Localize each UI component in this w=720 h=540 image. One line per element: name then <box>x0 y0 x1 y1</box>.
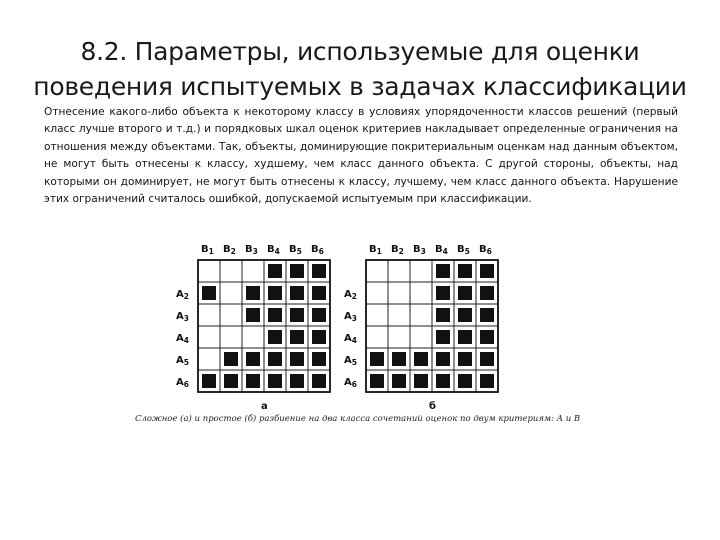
filled-cell-mark <box>458 286 472 300</box>
panel-label-a: а <box>261 401 268 412</box>
filled-cell-mark <box>480 308 494 322</box>
row-label-a5: $A_5$ <box>176 355 189 367</box>
filled-cell-mark <box>312 374 326 388</box>
slide-title-line-1: 8.2. Параметры, используемые для оценки <box>80 37 640 66</box>
grid-cell <box>198 260 220 282</box>
filled-cell-mark <box>312 330 326 344</box>
filled-cell-mark <box>290 352 304 366</box>
classification-grids-figure <box>176 234 536 434</box>
grid-cell <box>366 304 388 326</box>
column-label-b4: $B_4$ <box>267 244 280 256</box>
column-label-b4: $B_4$ <box>435 244 448 256</box>
filled-cell-mark <box>458 264 472 278</box>
filled-cell-mark <box>370 374 384 388</box>
row-label-a2: $A_2$ <box>344 289 357 301</box>
grid-cell <box>220 326 242 348</box>
filled-cell-mark <box>290 264 304 278</box>
filled-cell-mark <box>268 308 282 322</box>
filled-cell-mark <box>246 286 260 300</box>
filled-cell-mark <box>224 352 238 366</box>
grid-cell <box>220 282 242 304</box>
column-label-b3: $B_3$ <box>245 244 258 256</box>
filled-cell-mark <box>458 308 472 322</box>
row-label-a6: $A_6$ <box>176 377 189 389</box>
grid-cell <box>410 326 432 348</box>
grid-a <box>198 260 330 392</box>
row-label-a3: $A_3$ <box>176 311 189 323</box>
filled-cell-mark <box>202 374 216 388</box>
filled-cell-mark <box>268 264 282 278</box>
filled-cell-mark <box>480 264 494 278</box>
filled-cell-mark <box>224 374 238 388</box>
filled-cell-mark <box>312 308 326 322</box>
filled-cell-mark <box>202 286 216 300</box>
filled-cell-mark <box>436 308 450 322</box>
filled-cell-mark <box>290 308 304 322</box>
filled-cell-mark <box>458 374 472 388</box>
grid-cell <box>198 304 220 326</box>
row-label-a3: $A_3$ <box>344 311 357 323</box>
row-label-a4: $A_4$ <box>176 333 189 345</box>
column-label-b5: $B_5$ <box>289 244 302 256</box>
filled-cell-mark <box>268 330 282 344</box>
grid-cell <box>242 326 264 348</box>
slide-title <box>30 34 690 104</box>
filled-cell-mark <box>436 264 450 278</box>
grid-cell <box>366 282 388 304</box>
column-label-b1: $B_1$ <box>369 244 382 256</box>
filled-cell-mark <box>480 374 494 388</box>
filled-cell-mark <box>414 374 428 388</box>
filled-cell-mark <box>312 352 326 366</box>
filled-cell-mark <box>392 374 406 388</box>
grid-cell <box>410 260 432 282</box>
grid-cell <box>366 326 388 348</box>
grid-cell <box>388 260 410 282</box>
grid-cell <box>388 282 410 304</box>
panel-label-b: б <box>429 401 436 412</box>
filled-cell-mark <box>458 352 472 366</box>
filled-cell-mark <box>290 374 304 388</box>
grid-cell <box>388 326 410 348</box>
grid-cell <box>410 304 432 326</box>
row-label-a2: $A_2$ <box>176 289 189 301</box>
slide-title-line-2: поведения испытуемых в задачах классификации <box>33 72 687 101</box>
grid-cell <box>366 260 388 282</box>
grid-cell <box>198 348 220 370</box>
filled-cell-mark <box>436 286 450 300</box>
filled-cell-mark <box>458 330 472 344</box>
filled-cell-mark <box>312 286 326 300</box>
column-label-b5: $B_5$ <box>457 244 470 256</box>
column-label-b2: $B_2$ <box>223 244 236 256</box>
grid-cell <box>220 260 242 282</box>
body-paragraph: Отнесение какого-либо объекта к некоторому классу в условиях упорядоченности классов решений (первый класс лучше второго и т.д.) и порядковых шкал оценок критериев накладывает определенные ограничения на отношения между объектами. Так, объекты, доминирующие покритериальным оценкам над данным объектом, не могут быть отнесены к классу, худшему, чем класс данного объекта. С другой стороны, объекты, над которыми он доминирует, не могут быть отнесены к классу, лучшему, чем класс данного объекта. Нарушение этих ограничений считалось ошибкой, допускаемой испытуемым при классификации. <box>44 106 678 206</box>
filled-cell-mark <box>436 352 450 366</box>
grid-cell <box>388 304 410 326</box>
column-label-b2: $B_2$ <box>391 244 404 256</box>
grid-cell <box>198 326 220 348</box>
column-label-b6: $B_6$ <box>311 244 324 256</box>
column-label-b3: $B_3$ <box>413 244 426 256</box>
filled-cell-mark <box>436 330 450 344</box>
filled-cell-mark <box>370 352 384 366</box>
filled-cell-mark <box>312 264 326 278</box>
row-label-a5: $A_5$ <box>344 355 357 367</box>
grid-b <box>366 260 498 392</box>
filled-cell-mark <box>436 374 450 388</box>
filled-cell-mark <box>246 352 260 366</box>
filled-cell-mark <box>414 352 428 366</box>
filled-cell-mark <box>392 352 406 366</box>
grid-cell <box>220 304 242 326</box>
filled-cell-mark <box>268 352 282 366</box>
filled-cell-mark <box>290 330 304 344</box>
figure-caption: Сложное (а) и простое (б) разбиение на два класса сочетаний оценок по двум критериям: А и В <box>135 414 581 424</box>
filled-cell-mark <box>268 374 282 388</box>
column-label-b6: $B_6$ <box>479 244 492 256</box>
row-label-a6: $A_6$ <box>344 377 357 389</box>
filled-cell-mark <box>268 286 282 300</box>
row-label-a4: $A_4$ <box>344 333 357 345</box>
filled-cell-mark <box>246 308 260 322</box>
filled-cell-mark <box>246 374 260 388</box>
filled-cell-mark <box>290 286 304 300</box>
column-label-b1: $B_1$ <box>201 244 214 256</box>
grid-cell <box>410 282 432 304</box>
filled-cell-mark <box>480 286 494 300</box>
grid-cell <box>242 260 264 282</box>
filled-cell-mark <box>480 330 494 344</box>
filled-cell-mark <box>480 352 494 366</box>
